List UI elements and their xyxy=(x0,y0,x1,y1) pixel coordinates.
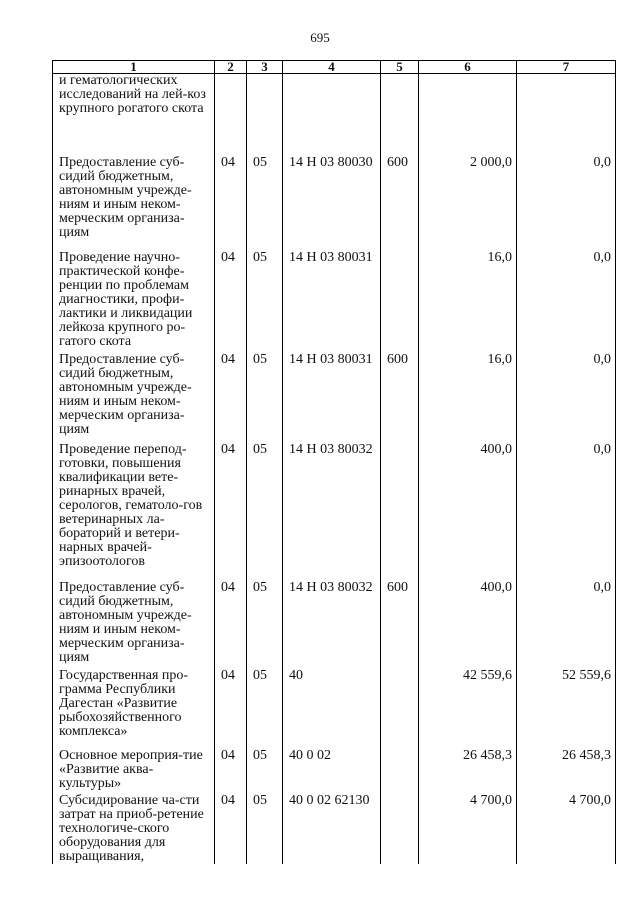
column-header: 2 xyxy=(215,61,247,74)
cell-rz: 04 xyxy=(215,443,247,581)
cell-vr: 600 xyxy=(381,581,419,669)
cell-pr: 05 xyxy=(247,794,283,864)
cell-v1 xyxy=(419,74,517,156)
table-row xyxy=(53,581,616,669)
cell-name: Предоставление суб-сидий бюджетным, автономным учрежде-ниям и иным неком-мерческим организа-циям xyxy=(53,353,215,443)
cell-vr xyxy=(381,74,419,156)
cell-v1: 16,0 xyxy=(419,353,517,443)
cell-pr: 05 xyxy=(247,581,283,669)
cell-cs: 14 Н 03 80031 xyxy=(283,251,381,353)
column-header: 6 xyxy=(419,61,517,74)
cell-name: Предоставление суб-сидий бюджетным, автономным учрежде-ниям и иным неком-мерческим организа-циям xyxy=(53,156,215,251)
cell-v1: 400,0 xyxy=(419,443,517,581)
column-header: 3 xyxy=(247,61,283,74)
cell-name: Проведение научно-практической конфе-ренции по проблемам диагностики, профи-лактики и ликвидации лейкоза крупного ро-гатого скота xyxy=(53,251,215,353)
cell-vr xyxy=(381,443,419,581)
cell-rz: 04 xyxy=(215,353,247,443)
cell-pr xyxy=(247,74,283,156)
cell-pr: 05 xyxy=(247,353,283,443)
cell-v2: 0,0 xyxy=(517,443,616,581)
cell-vr: 600 xyxy=(381,156,419,251)
cell-rz: 04 xyxy=(215,749,247,794)
cell-v2: 26 458,3 xyxy=(517,749,616,794)
cell-v2: 4 700,0 xyxy=(517,794,616,864)
cell-cs: 14 Н 03 80030 xyxy=(283,156,381,251)
cell-name: Предоставление суб-сидий бюджетным, автономным учрежде-ниям и иным неком-мерческим организа-циям xyxy=(53,581,215,669)
table-row xyxy=(53,74,616,156)
cell-cs: 14 Н 03 80032 xyxy=(283,581,381,669)
column-header: 1 xyxy=(53,61,215,74)
cell-rz: 04 xyxy=(215,794,247,864)
cell-v2: 0,0 xyxy=(517,581,616,669)
cell-rz: 04 xyxy=(215,156,247,251)
cell-v1: 400,0 xyxy=(419,581,517,669)
cell-cs xyxy=(283,74,381,156)
cell-name: Государственная про-грамма Республики Дагестан «Развитие рыбохозяйственного комплекса» xyxy=(53,669,215,749)
column-header: 5 xyxy=(381,61,419,74)
table-row xyxy=(53,251,616,353)
cell-v1: 4 700,0 xyxy=(419,794,517,864)
cell-v2: 0,0 xyxy=(517,353,616,443)
budget-table xyxy=(52,60,616,864)
cell-pr: 05 xyxy=(247,749,283,794)
table-row xyxy=(53,749,616,794)
cell-vr xyxy=(381,749,419,794)
cell-name: Субсидирование ча-сти затрат на приоб-ретение технологиче-ского оборудования для выращивания, xyxy=(53,794,215,864)
cell-v1: 42 559,6 xyxy=(419,669,517,749)
cell-pr: 05 xyxy=(247,156,283,251)
cell-v2: 52 559,6 xyxy=(517,669,616,749)
cell-vr: 600 xyxy=(381,353,419,443)
cell-rz: 04 xyxy=(215,251,247,353)
column-header: 4 xyxy=(283,61,381,74)
cell-v2: 0,0 xyxy=(517,251,616,353)
table-row xyxy=(53,794,616,864)
cell-vr xyxy=(381,794,419,864)
header-row xyxy=(53,61,616,74)
cell-name: и гематологических исследований на лей-коз крупного рогатого скота xyxy=(53,74,215,156)
table-row xyxy=(53,353,616,443)
cell-cs: 40 0 02 xyxy=(283,749,381,794)
column-header: 7 xyxy=(517,61,616,74)
cell-name: Основное мероприя-тие «Развитие аква-культуры» xyxy=(53,749,215,794)
cell-cs: 14 Н 03 80031 xyxy=(283,353,381,443)
cell-pr: 05 xyxy=(247,251,283,353)
cell-rz xyxy=(215,74,247,156)
table-row xyxy=(53,669,616,749)
cell-vr xyxy=(381,669,419,749)
cell-pr: 05 xyxy=(247,443,283,581)
cell-vr xyxy=(381,251,419,353)
cell-v1: 16,0 xyxy=(419,251,517,353)
cell-rz: 04 xyxy=(215,581,247,669)
table-row xyxy=(53,156,616,251)
cell-name: Проведение перепод-готовки, повышения квалификации вете-ринарных врачей, серологов, гематоло-гов ветеринарных ла-бораторий и ветери-нарных врачей-эпизоотологов xyxy=(53,443,215,581)
cell-rz: 04 xyxy=(215,669,247,749)
cell-v2: 0,0 xyxy=(517,156,616,251)
cell-cs: 40 0 02 62130 xyxy=(283,794,381,864)
table-row xyxy=(53,443,616,581)
cell-v1: 2 000,0 xyxy=(419,156,517,251)
cell-pr: 05 xyxy=(247,669,283,749)
page-number: 695 xyxy=(310,30,330,45)
cell-v2 xyxy=(517,74,616,156)
cell-cs: 40 xyxy=(283,669,381,749)
cell-cs: 14 Н 03 80032 xyxy=(283,443,381,581)
cell-v1: 26 458,3 xyxy=(419,749,517,794)
